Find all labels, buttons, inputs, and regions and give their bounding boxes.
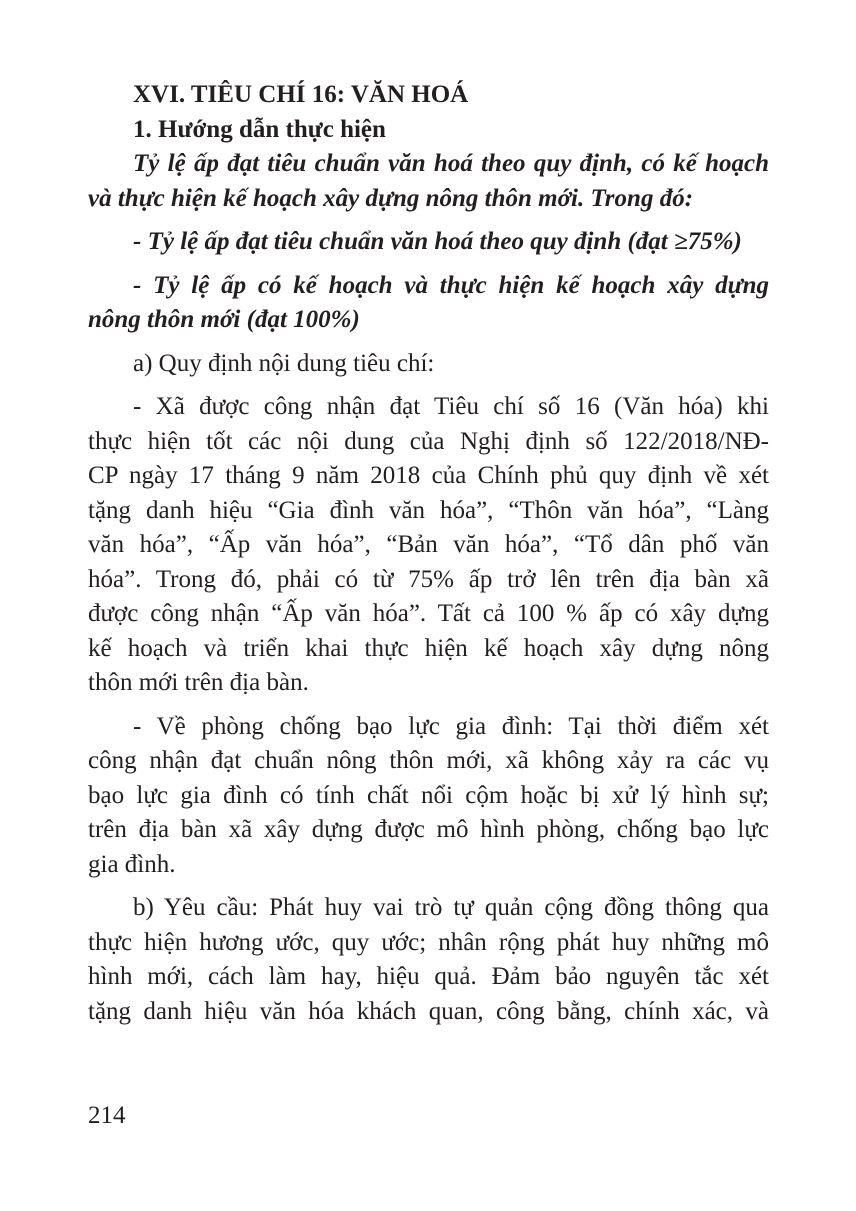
text-line: - Xã được công nhận đạt Tiêu chí số 16 (Văn hóa) khi (133, 393, 769, 420)
section-a-paragraph-1 (88, 390, 769, 701)
summary-bullet: - Tỷ lệ ấp có kế hoạch và thực hiện kế hoạch xây dựng (133, 271, 769, 299)
text-line: công nhận đạt chuẩn nông thôn mới, xã không xảy ra các vụ (88, 747, 769, 774)
text-line: thực hiện tốt các nội dung của Nghị định số 122/2018/NĐ- (88, 427, 769, 455)
page-number: 214 (88, 1102, 126, 1129)
section-a-title: a) Quy định nội dung tiêu chí: (133, 349, 435, 377)
criteria-summary (88, 147, 769, 338)
text-line: gia đình. (88, 850, 176, 878)
summary-line: và thực hiện kế hoạch xây dựng nông thôn mới. Trong đó: (88, 184, 694, 212)
text-line: bạo lực gia đình có tính chất nổi cộm hoặc bị xử lý hình sự; (88, 781, 769, 809)
text-line: b) Yêu cầu: Phát huy vai trò tự quản cộng đồng thông qua (133, 894, 769, 921)
summary-line: Tỷ lệ ấp đạt tiêu chuẩn văn hoá theo quy định, có kế hoạch (133, 150, 769, 177)
text-line: CP ngày 17 tháng 9 năm 2018 của Chính phủ quy định về xét (88, 462, 769, 489)
section-b-paragraph (88, 891, 769, 1029)
text-line: tặng danh hiệu “Gia đình văn hóa”, “Thôn văn hóa”, “Làng (88, 496, 769, 524)
text-line: trên địa bàn xã xây dựng được mô hình phòng, chống bạo lực (88, 816, 769, 843)
text-line: thực hiện hương ước, quy ước; nhân rộng phát huy những mô (88, 928, 769, 956)
text-line: tặng danh hiệu văn hóa khách quan, công bằng, chính xác, và (88, 997, 769, 1025)
summary-bullet: - Tỷ lệ ấp đạt tiêu chuẩn văn hoá theo quy định (đạt ≥75%) (133, 228, 742, 255)
text-line: được công nhận “Ấp văn hóa”. Tất cả 100 % ấp có xây dựng (88, 600, 769, 627)
text-line: - Về phòng chống bạo lực gia đình: Tại thời điểm xét (133, 712, 769, 740)
text-line: hóa”. Trong đó, phải có từ 75% ấp trở lên trên địa bàn xã (88, 565, 769, 593)
section-title: XVI. TIÊU CHÍ 16: VĂN HOÁ (133, 81, 469, 108)
document-page (88, 78, 769, 1029)
text-line: hình mới, cách làm hay, hiệu quả. Đảm bảo nguyên tắc xét (88, 963, 769, 990)
summary-bullet-continued: nông thôn mới (đạt 100%) (88, 306, 360, 333)
text-line: văn hóa”, “Ấp văn hóa”, “Bản văn hóa”, “Tổ dân phố văn (88, 531, 769, 558)
subsection-title: 1. Hướng dẫn thực hiện (133, 115, 386, 143)
section-a-paragraph-2 (88, 710, 769, 883)
text-line: thôn mới trên địa bàn. (88, 669, 309, 696)
text-line: kế hoạch và triển khai thực hiện kế hoạch xây dựng nông (88, 634, 769, 662)
